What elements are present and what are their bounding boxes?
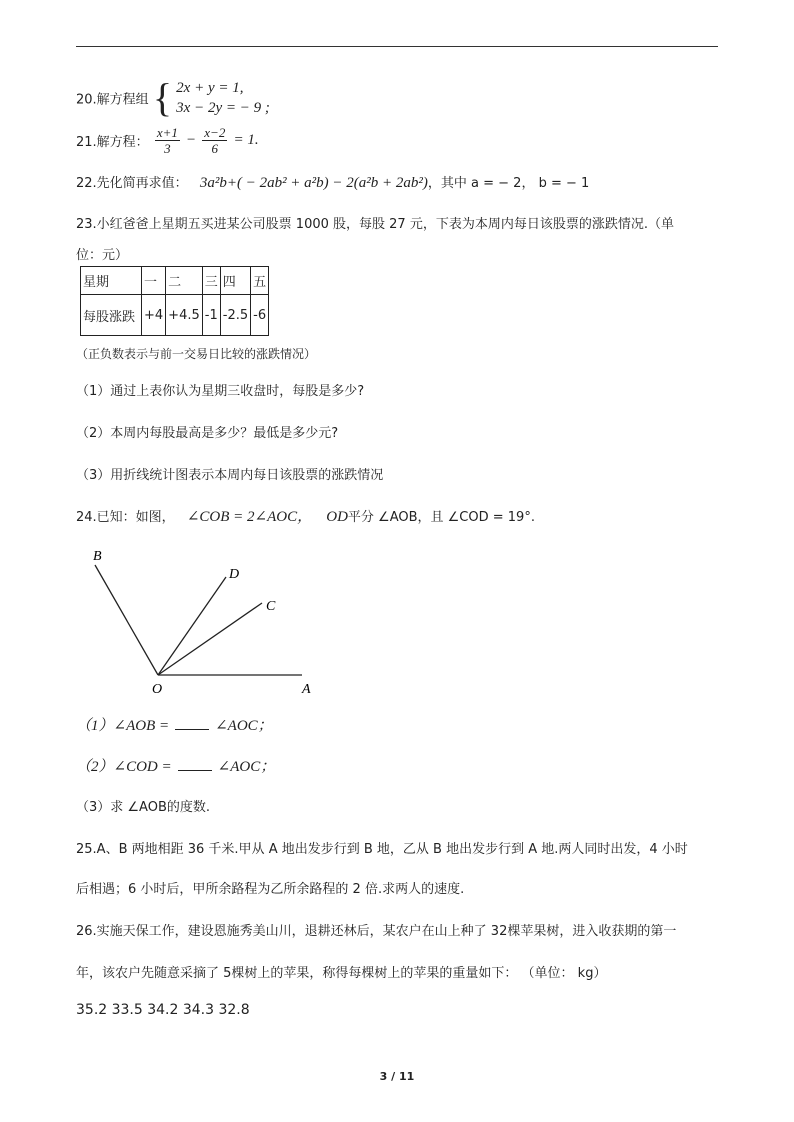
label-b: B (93, 549, 102, 564)
q20-eq1: 2x + y = 1, (176, 80, 244, 96)
q24-given3: 平分 ∠AOB，且 ∠COD = 19°. (347, 510, 535, 525)
q24-sub2-post: ∠AOC； (217, 759, 276, 775)
table-cell: 四 (220, 267, 250, 295)
q20-eq2: 3x − 2y = − 9 ; (176, 100, 270, 116)
q24-sub1-pre: （1）∠AOB = (76, 718, 170, 734)
q21-num1: x+1 (156, 125, 178, 140)
stock-table (80, 266, 269, 336)
table-cell: 每股涨跌 (81, 295, 142, 336)
q22-condition: ，其中 a = − 2， b = − 1 (427, 176, 590, 191)
q23-note: （正负数表示与前一交易日比较的涨跌情况） (76, 347, 317, 361)
q25-line2: 后相遇；6 小时后，甲所余路程为乙所余路程的 2 倍.求两人的速度. (76, 882, 465, 897)
q24-sub1-post: ∠AOC； (215, 718, 273, 734)
q24-sub2-pre: （2）∠COD = (76, 759, 172, 775)
table-row (81, 295, 269, 336)
label-c: C (266, 599, 276, 614)
q25-line1: 25.A、B 两地相距 36 千米.甲从 A 地出发步行到 B 地，乙从 B 地出发步行到 A 地.两人同时出发，4 小时 (76, 842, 688, 857)
q23-text-line2: 位：元） (76, 248, 129, 263)
ray-od (158, 577, 226, 675)
q21-label: 21.解方程： (76, 135, 149, 150)
q24-given2: OD (326, 509, 348, 525)
page-number: 3 / 11 (379, 1070, 415, 1083)
table-cell: -6 (251, 295, 269, 336)
q23-text-line1: 23.小红爸爸上星期五买进某公司股票 1000 股，每股 27 元，下表为本周内每日该股票的涨跌情况.（单 (76, 217, 674, 232)
q24-sub3: （3）求 ∠AOB的度数. (76, 800, 211, 815)
q23-sub3: （3）用折线统计图表示本周内每日该股票的涨跌情况 (76, 468, 384, 483)
answer-blank[interactable] (178, 758, 212, 771)
question-21 (76, 125, 259, 156)
question-24 (76, 505, 535, 526)
label-a: A (302, 682, 311, 697)
label-d: D (229, 567, 240, 582)
table-cell: +4 (142, 295, 166, 336)
q26-line2: 年，该农户先随意采摘了 5棵树上的苹果，称得每棵树上的苹果的重量如下： （单位： kg） (76, 966, 607, 981)
ray-oc (158, 603, 262, 675)
q26-line1: 26.实施天保工作，建设恩施秀美山川，退耕还林后，某农户在山上种了 32棵苹果树，进入收获期的第一 (76, 924, 677, 939)
q21-den2: 6 (211, 141, 219, 156)
angle-figure (80, 545, 330, 705)
question-20 (76, 75, 270, 120)
table-cell: 一 (142, 267, 166, 295)
q21-rhs: = 1. (233, 132, 259, 148)
table-cell: +4.5 (166, 295, 203, 336)
table-cell: -1 (202, 295, 220, 336)
q24-sub1 (76, 714, 273, 735)
q26-values: 35.2 33.5 34.2 34.3 32.8 (76, 1002, 250, 1018)
table-cell: 星期 (81, 267, 142, 295)
table-header-row (81, 267, 269, 295)
q20-label: 20.解方程组 (76, 92, 149, 108)
q24-sub2 (76, 755, 275, 776)
question-22 (76, 172, 589, 192)
ray-ob (95, 565, 158, 675)
q22-label: 22.先化简再求值： (76, 176, 188, 191)
q23-sub2: （2）本周内每股最高是多少？最低是多少元? (76, 426, 339, 441)
table-cell: 二 (166, 267, 203, 295)
q21-den1: 3 (164, 141, 171, 156)
q21-minus: − (186, 132, 197, 148)
answer-blank[interactable] (175, 717, 209, 730)
brace-icon: { (152, 75, 173, 120)
q21-num2: x−2 (204, 125, 226, 140)
header-rule (76, 46, 718, 47)
table-cell: 三 (202, 267, 220, 295)
q24-label: 24.已知：如图， (76, 510, 175, 525)
label-o: O (152, 682, 163, 697)
table-cell: 五 (251, 267, 269, 295)
table-cell: -2.5 (220, 295, 250, 336)
q24-given1: ∠COB = 2∠AOC， (186, 509, 313, 525)
q23-sub1: （1）通过上表你认为星期三收盘时，每股是多少? (76, 384, 365, 399)
q22-expression: 3a²b+( − 2ab² + a²b) − 2(a²b + 2ab²) (199, 175, 428, 191)
